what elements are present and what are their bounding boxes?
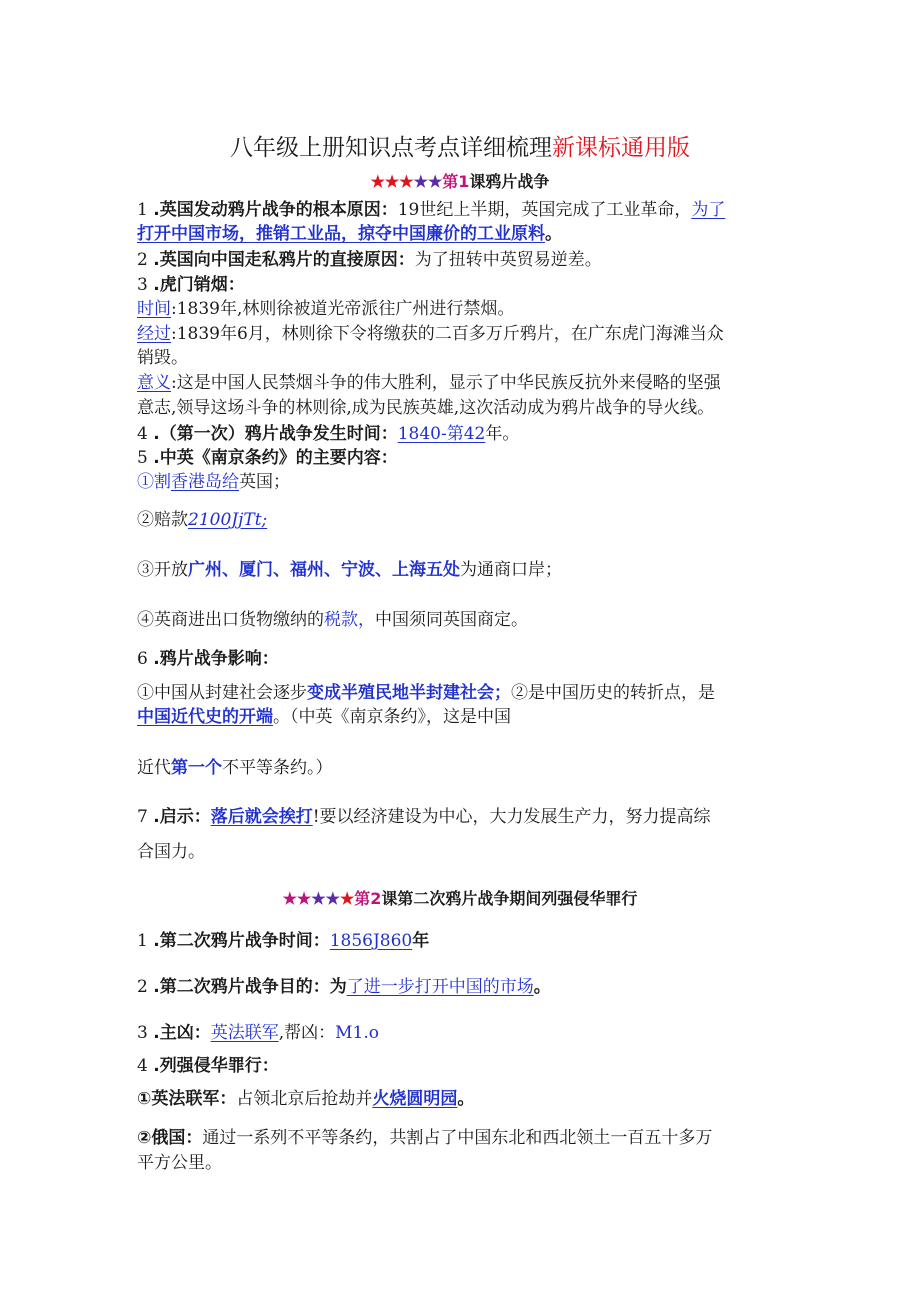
highlight-link: 火烧圆明园 (372, 1089, 458, 1109)
item-text: 为通商口岸； (460, 560, 562, 580)
item-label: .主凶： (153, 1023, 211, 1043)
item-text: 19世纪上半期，英国完成了工业革命， (397, 200, 692, 220)
lesson1-clause4 (137, 608, 528, 632)
item-text: 近代 (137, 758, 171, 778)
lesson2-heading (0, 888, 920, 910)
item-text: 英国； (239, 472, 290, 492)
item-text: ,帮凶： (278, 1023, 336, 1043)
lesson1-heading (0, 171, 920, 193)
item-number: 3 (137, 1023, 148, 1043)
lesson2-name: 课第二次鸦片战争期间列强侵华罪行 (381, 889, 638, 908)
lesson1-clause3 (137, 558, 562, 582)
item-text: 年 (412, 931, 430, 951)
lesson1-item4 (137, 422, 519, 446)
lesson1-item3 (137, 273, 245, 297)
lesson1-item6 (137, 647, 279, 671)
lesson1-stars-purple: ★★ (413, 172, 443, 191)
lesson2-item2 (137, 975, 551, 999)
item-label: .英国发动鸦片战争的根本原因： (153, 200, 398, 220)
process-label: 经过 (137, 324, 171, 344)
item-text: 合国力。 (137, 842, 205, 862)
item-label: .启示： (153, 807, 211, 827)
lesson1-clause2 (137, 508, 267, 532)
item-text: ④英商进出口货物缴纳的 (137, 610, 324, 630)
lesson2-crime2-line2 (137, 1151, 222, 1175)
lesson1-item1-line2 (137, 222, 562, 246)
lesson2-stars-b: ★★ (311, 889, 340, 908)
item-text: ②赔款 (137, 510, 188, 530)
item-text: 占领北京后抢劫并 (236, 1089, 373, 1109)
lesson1-meaning-line1 (137, 371, 721, 395)
lesson1-effect-line2 (137, 705, 511, 729)
highlight-link: 落后就会挨打 (210, 807, 313, 827)
item-label: ①英法联军： (137, 1089, 237, 1109)
lesson1-time-line (137, 297, 514, 321)
item-text: 。（中英《南京条约》，这是中国 (273, 707, 511, 727)
highlight-link: 英法联军 (210, 1023, 279, 1043)
lesson2-item3 (137, 1021, 379, 1045)
item-text: 为 (329, 977, 347, 997)
item-label: .列强侵华罪行： (153, 1056, 279, 1076)
lesson1-number: 第1 (442, 172, 470, 191)
item-label: .中英《南京条约》的主要内容： (153, 448, 398, 468)
highlight-link: 为了 (691, 200, 726, 220)
item-number: 3 (137, 275, 148, 295)
lesson2-crime2-line1 (137, 1126, 712, 1150)
item-text: :1839年6月，林则徐下令将缴获的二百多万斤鸦片，在广东虎门海滩当众 (171, 324, 724, 344)
lesson1-item7-line1 (137, 805, 711, 829)
item-text: 。 (457, 1089, 475, 1109)
highlight-link: 香港岛给 (171, 472, 239, 492)
lesson1-item5 (137, 446, 398, 470)
lesson1-process-line2 (137, 346, 188, 370)
highlight-link: 了进一步打开中国的市场 (346, 977, 534, 997)
item-text: 销毁。 (137, 348, 188, 368)
highlight-text: M1.o (335, 1023, 379, 1043)
item-text: 。 (533, 977, 551, 997)
highlight-text: 广州、厦门、福州、宁波、上海五处 (188, 560, 460, 580)
item-text: ①中国从封建社会逐步 (137, 683, 307, 703)
item-text: 。 (545, 224, 562, 244)
item-label: .第二次鸦片战争时间： (153, 931, 330, 951)
item-text: 平方公里。 (137, 1153, 222, 1173)
lesson2-stars-c: ★ (339, 889, 355, 908)
item-label: .鸦片战争影响： (153, 649, 279, 669)
item-text: 意志,领导这场斗争的林则徐,成为民族英雄,这次活动成为鸦片战争的导火线。 (137, 398, 715, 418)
item-text: ③开放 (137, 560, 188, 580)
item-number: 6 (137, 649, 148, 669)
lesson2-item4 (137, 1054, 279, 1078)
item-text: 不平等条约。） (222, 758, 333, 778)
lesson1-meaning-line2 (137, 396, 714, 420)
meaning-label: 意义 (137, 373, 171, 393)
lesson2-stars-a: ★★ (282, 889, 312, 908)
item-number: 1 (137, 931, 148, 951)
item-label: .（第一次）鸦片战争发生时间： (153, 424, 398, 444)
item-text: ①割 (137, 472, 171, 492)
item-label: ②俄国： (137, 1128, 203, 1148)
item-label: .虎门销烟： (153, 275, 245, 295)
title-main: 八年级上册知识点考点详细梳理 (230, 135, 552, 161)
highlight-link: 中国近代史的开端 (137, 707, 273, 727)
item-text: 中国须同英国商定。 (375, 610, 528, 630)
lesson1-clause1 (137, 470, 290, 494)
item-text: 通过一系列不平等条约，共割占了中国东北和西北领土一百五十多万 (202, 1128, 713, 1148)
highlight-text: 变成半殖民地半封建社会； (307, 683, 511, 703)
lesson1-effect-line3 (137, 756, 333, 780)
item-text: !要以经济建设为中心，大力发展生产力，努力提高综 (312, 807, 711, 827)
lesson2-crime1 (137, 1087, 474, 1111)
lesson1-stars-red: ★★★ (370, 172, 414, 191)
highlight-link: 1856J860 (329, 931, 413, 951)
item-label: .英国向中国走私鸦片的直接原因： (153, 250, 415, 270)
item-text: :这是中国人民禁烟斗争的伟大胜利，显示了中华民族反抗外来侵略的坚强 (171, 373, 721, 393)
item-number: 2 (137, 250, 148, 270)
item-text: ②是中国历史的转折点，是 (511, 683, 715, 703)
item-number: 2 (137, 977, 148, 997)
highlight-link: 打开中国市场，推销工业品，掠夺中国廉价的工业原料 (137, 224, 545, 244)
item-number: 4 (137, 424, 148, 444)
item-label: .第二次鸦片战争目的： (153, 977, 330, 997)
highlight-link: 2100JjTt; (188, 510, 268, 530)
item-number: 4 (137, 1056, 148, 1076)
lesson1-effect-line1 (137, 681, 715, 705)
item-text: 年。 (485, 424, 520, 444)
lesson1-name: 课鸦片战争 (469, 172, 550, 191)
item-number: 7 (137, 807, 148, 827)
lesson1-process-line1 (137, 322, 724, 346)
item-number: 1 (137, 200, 148, 220)
time-label: 时间 (137, 299, 171, 319)
item-text: 为了扭转中英贸易逆差。 (414, 250, 602, 270)
highlight-link: 1840-第42 (397, 424, 486, 444)
title-highlight: 新课标通用版 (552, 135, 690, 161)
lesson1-item7-line2 (137, 840, 205, 864)
highlight-text: 税款， (324, 610, 375, 630)
lesson2-number: 第2 (354, 889, 382, 908)
item-number: 5 (137, 448, 148, 468)
highlight-text: 第一个 (171, 758, 222, 778)
lesson2-item1 (137, 929, 429, 953)
page-title (0, 133, 920, 163)
lesson1-item2 (137, 248, 602, 272)
item-text: :1839年,林则徐被道光帝派往广州进行禁烟。 (171, 299, 515, 319)
lesson1-item1-line1 (137, 198, 725, 222)
